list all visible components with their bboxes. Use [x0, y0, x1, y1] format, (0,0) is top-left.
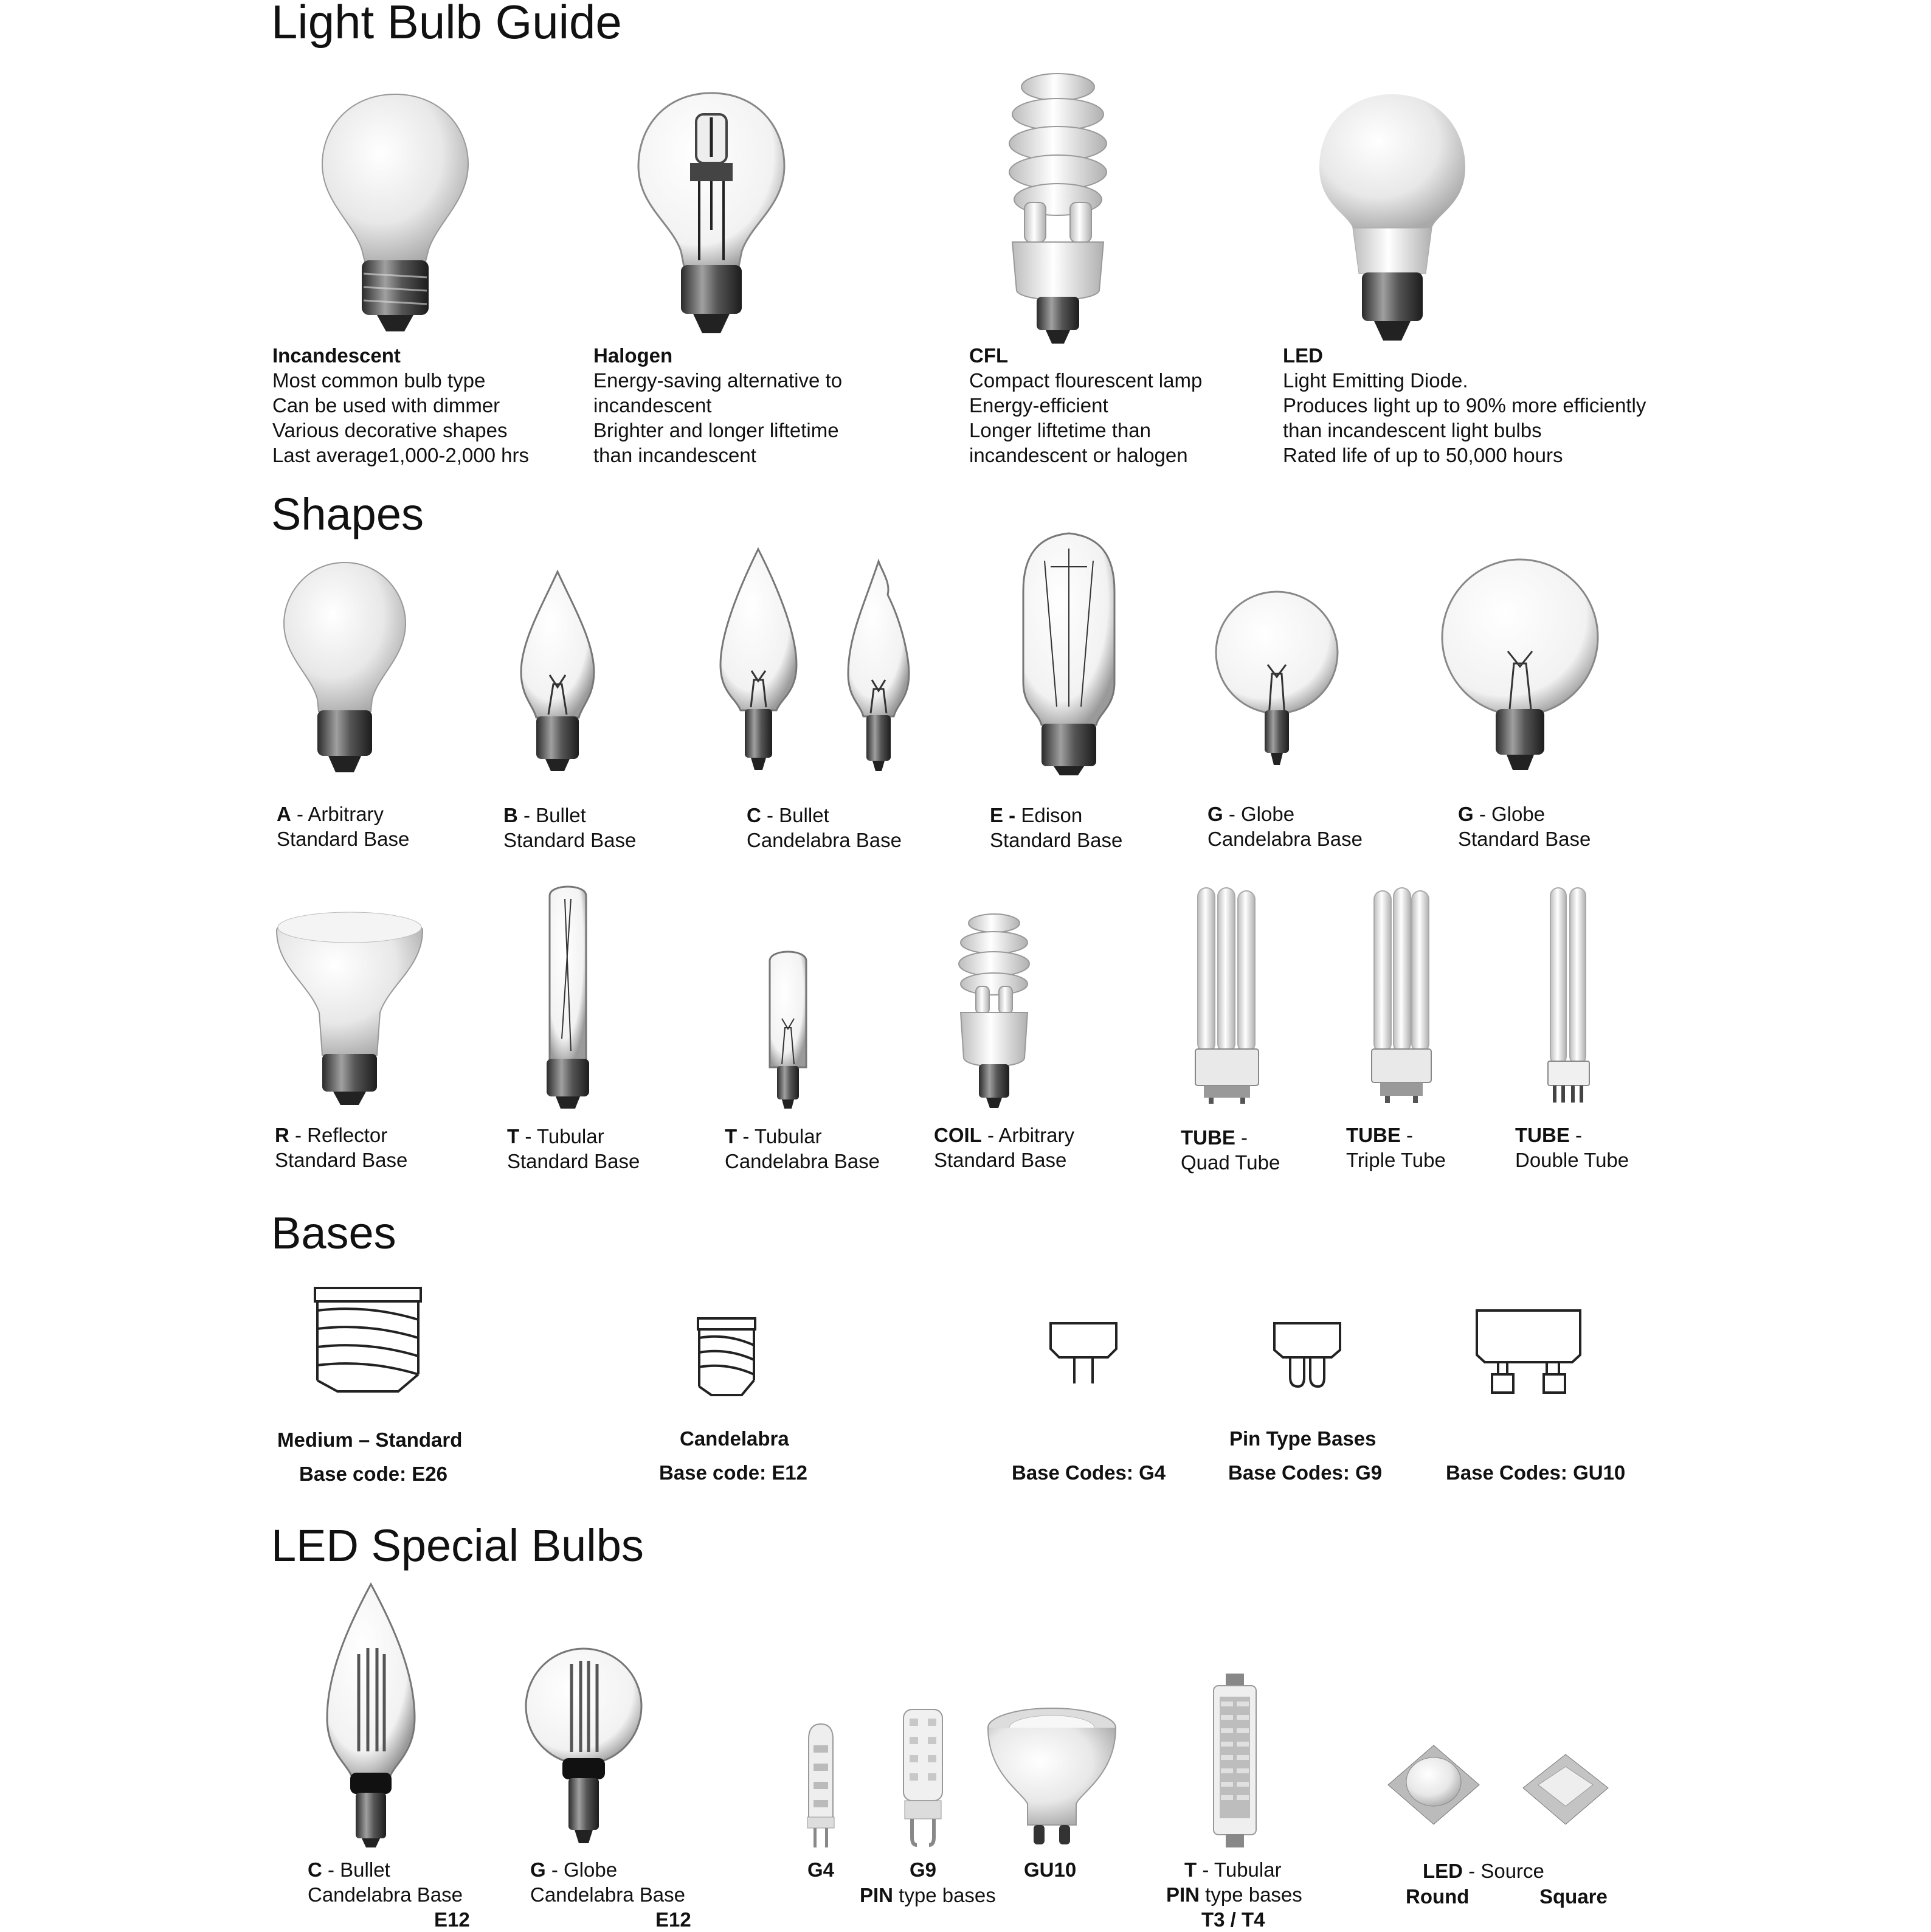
- t-tubular-candelabra-bulb-image: [764, 949, 812, 1110]
- led-round-label: Round: [1406, 1885, 1470, 1908]
- type-cfl: [969, 343, 1202, 468]
- shape-code: E -: [990, 804, 1016, 826]
- led-base-code: E12: [655, 1908, 691, 1931]
- led-g9-bulb-image: [899, 1706, 947, 1849]
- type-line: than incandescent: [593, 444, 756, 466]
- shape-code: T: [725, 1125, 738, 1148]
- shape-b-caption: [503, 803, 636, 853]
- shape-base: Standard Base: [507, 1150, 640, 1172]
- type-name: CFL: [969, 344, 1009, 367]
- shape-code: TUBE: [1346, 1124, 1401, 1146]
- led-g4-label: G4: [807, 1858, 835, 1881]
- led-round-source-image: [1385, 1739, 1482, 1830]
- r-reflector-bulb-image: [268, 906, 432, 1107]
- gu10-base-diagram: [1474, 1307, 1583, 1399]
- type-line: Energy-efficient: [969, 394, 1108, 417]
- e26-base-diagram: [310, 1283, 426, 1402]
- shape-base: Quad Tube: [1181, 1151, 1280, 1174]
- led-g4-bulb-image: [803, 1721, 839, 1849]
- b-bullet-bulb-image: [518, 569, 597, 772]
- t-tubular-standard-bulb-image: [537, 881, 598, 1110]
- led-g-caption: [530, 1857, 691, 1932]
- shape-g-candelabra-caption: [1207, 802, 1363, 851]
- e-edison-bulb-image: [1014, 530, 1124, 777]
- led-desc: - Tubular: [1197, 1858, 1282, 1881]
- medium-standard-code: Base code: E26: [299, 1463, 447, 1485]
- shape-desc: -: [1400, 1124, 1414, 1146]
- shape-double-tube-caption: [1515, 1123, 1629, 1172]
- type-line: Last average1,000-2,000 hrs: [272, 444, 529, 466]
- cfl-bulb-image: [997, 72, 1119, 345]
- g-globe-candelabra-bulb-image: [1213, 589, 1341, 771]
- led-code: T: [1184, 1858, 1197, 1881]
- g4-base-diagram: [1047, 1320, 1120, 1387]
- led-base-code: E12: [434, 1908, 470, 1931]
- led-base: Candelabra Base: [530, 1883, 686, 1906]
- type-line: Brighter and longer liftetime: [593, 419, 839, 441]
- led-special-heading: LED Special Bulbs: [271, 1520, 644, 1571]
- double-tube-bulb-image: [1544, 885, 1593, 1105]
- pin-rest: type bases: [1200, 1883, 1302, 1906]
- shape-code: R: [275, 1124, 289, 1146]
- shape-base: Triple Tube: [1346, 1149, 1446, 1171]
- shape-base: Standard Base: [503, 829, 637, 851]
- shape-code: G: [1458, 803, 1474, 825]
- shape-coil-caption: [934, 1123, 1074, 1172]
- shape-code: TUBE: [1515, 1124, 1570, 1146]
- pin-rest: type bases: [893, 1884, 996, 1906]
- page-title: Light Bulb Guide: [271, 0, 622, 49]
- led-g-globe-bulb-image: [523, 1646, 644, 1846]
- shape-base: Standard Base: [990, 829, 1123, 851]
- g4-code: Base Codes: G4: [1012, 1461, 1166, 1484]
- type-line: Energy-saving alternative to: [593, 369, 843, 392]
- led-bulb-image: [1313, 91, 1471, 347]
- shape-base: Candelabra Base: [725, 1150, 880, 1172]
- type-name: LED: [1283, 344, 1323, 367]
- medium-standard-title: Medium – Standard: [277, 1428, 463, 1451]
- shape-desc: -: [1569, 1124, 1583, 1146]
- shape-desc: - Bullet: [517, 804, 586, 826]
- gu10-code: Base Codes: GU10: [1446, 1461, 1626, 1484]
- led-c-bullet-bulb-image: [322, 1581, 420, 1849]
- type-line: incandescent or halogen: [969, 444, 1188, 466]
- e12-base-diagram: [693, 1315, 760, 1406]
- shape-code: G: [1207, 803, 1223, 825]
- type-line: incandescent: [593, 394, 712, 417]
- type-incandescent: [272, 343, 529, 468]
- type-line: Longer liftetime than: [969, 419, 1152, 441]
- type-line: than incandescent light bulbs: [1283, 419, 1542, 441]
- shape-code: A: [277, 803, 291, 825]
- led-square-label: Square: [1539, 1885, 1608, 1908]
- shape-code: TUBE: [1181, 1126, 1235, 1149]
- led-source-label: [1423, 1858, 1544, 1883]
- shape-base: Standard Base: [934, 1149, 1067, 1171]
- shape-g-standard-caption: [1458, 802, 1591, 851]
- shapes-heading: Shapes: [271, 489, 424, 539]
- shape-base: Candelabra Base: [747, 829, 902, 851]
- led-pin-type-label: [860, 1883, 996, 1908]
- led-t-caption: [1166, 1857, 1302, 1932]
- candelabra-code: Base code: E12: [659, 1461, 807, 1484]
- shape-base: Standard Base: [277, 828, 410, 850]
- type-name: Halogen: [593, 344, 673, 367]
- shape-r-caption: [275, 1123, 407, 1172]
- coil-bulb-image: [955, 912, 1034, 1110]
- shape-desc: - Globe: [1473, 803, 1546, 825]
- led-base: Candelabra Base: [308, 1883, 463, 1906]
- type-name: Incandescent: [272, 344, 401, 367]
- type-line: Can be used with dimmer: [272, 394, 500, 417]
- shape-code: B: [503, 804, 518, 826]
- g9-code: Base Codes: G9: [1228, 1461, 1383, 1484]
- shape-base: Standard Base: [1458, 828, 1591, 850]
- led-t-code: T3 / T4: [1201, 1908, 1265, 1931]
- bases-heading: Bases: [271, 1208, 396, 1258]
- type-line: Compact flourescent lamp: [969, 369, 1203, 392]
- type-line: Various decorative shapes: [272, 419, 508, 441]
- led-c-caption: [308, 1857, 470, 1932]
- shape-base: Standard Base: [275, 1149, 408, 1171]
- shape-triple-tube-caption: [1346, 1123, 1446, 1172]
- shape-c-caption: [747, 803, 902, 853]
- shape-quad-tube-caption: [1181, 1125, 1280, 1175]
- quad-tube-bulb-image: [1190, 885, 1263, 1105]
- shape-base: Double Tube: [1515, 1149, 1629, 1171]
- source-rest: - Source: [1463, 1860, 1544, 1882]
- shape-desc: - Tubular: [737, 1125, 822, 1148]
- type-line: Most common bulb type: [272, 369, 486, 392]
- type-halogen: [593, 343, 842, 468]
- pin-bold: PIN: [1166, 1883, 1200, 1906]
- type-led: [1283, 343, 1646, 468]
- shape-code: C: [747, 804, 761, 826]
- led-gu10-bulb-image: [985, 1706, 1119, 1849]
- led-code: G: [530, 1858, 546, 1881]
- type-line: Rated life of up to 50,000 hours: [1283, 444, 1563, 466]
- a-arbitrary-bulb-image: [281, 559, 409, 775]
- shape-desc: -: [1235, 1126, 1248, 1149]
- triple-tube-bulb-image: [1368, 885, 1435, 1105]
- type-line: Light Emitting Diode.: [1283, 369, 1468, 392]
- shape-a-caption: [277, 802, 409, 851]
- shape-desc: Edison: [1015, 804, 1083, 826]
- led-gu10-label: GU10: [1024, 1858, 1077, 1881]
- led-desc: - Bullet: [322, 1858, 390, 1881]
- c-flame-tip-bulb-image: [845, 558, 912, 772]
- shape-e-caption: [990, 803, 1122, 853]
- shape-desc: - Arbitrary: [291, 803, 384, 825]
- source-bold: LED: [1423, 1860, 1463, 1882]
- candelabra-title: Candelabra: [680, 1427, 789, 1450]
- shape-code: T: [507, 1125, 520, 1148]
- shape-base: Candelabra Base: [1207, 828, 1363, 850]
- led-t-tubular-bulb-image: [1207, 1672, 1262, 1849]
- shape-desc: - Bullet: [761, 804, 829, 826]
- shape-t-candelabra-caption: [725, 1124, 880, 1174]
- halogen-bulb-image: [635, 90, 787, 339]
- pin-bold: PIN: [860, 1884, 894, 1906]
- g-globe-standard-bulb-image: [1440, 557, 1601, 776]
- led-square-source-image: [1520, 1751, 1611, 1830]
- shape-code: COIL: [934, 1124, 982, 1146]
- shape-desc: - Arbitrary: [981, 1124, 1075, 1146]
- shape-desc: - Reflector: [289, 1124, 388, 1146]
- led-desc: - Globe: [545, 1858, 618, 1881]
- shape-t-standard-caption: [507, 1124, 640, 1174]
- led-g9-label: G9: [910, 1858, 937, 1881]
- type-line: Produces light up to 90% more efficiently: [1283, 394, 1646, 417]
- g9-base-diagram: [1271, 1320, 1344, 1390]
- c-bullet-bulb-image: [717, 546, 800, 772]
- led-code: C: [308, 1858, 322, 1881]
- shape-desc: - Globe: [1223, 803, 1295, 825]
- pin-type-title: Pin Type Bases: [1229, 1427, 1377, 1450]
- incandescent-bulb-image: [316, 91, 474, 334]
- shape-desc: - Tubular: [519, 1125, 604, 1148]
